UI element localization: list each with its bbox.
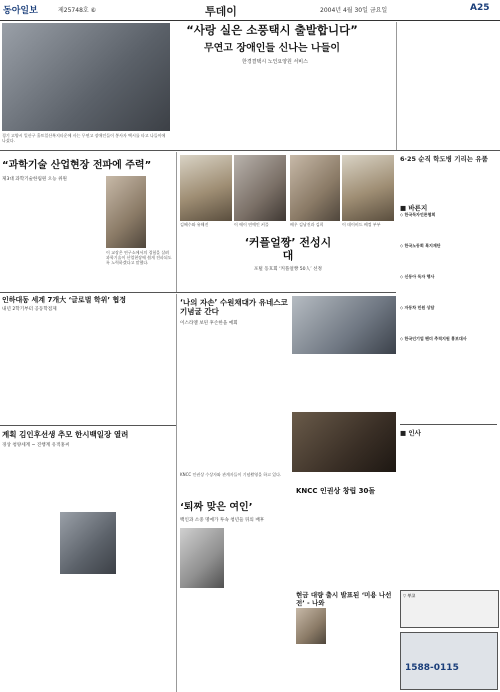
issue-number: 제25748호 ⑥ bbox=[58, 7, 96, 14]
sidebar-item: ◇ 신동아 독자 행사 bbox=[400, 274, 435, 279]
hunger-headline: ‘퇴짜 맞은 여인’ bbox=[180, 502, 253, 513]
inha-body-col1 bbox=[2, 314, 58, 422]
issue-date: 2004년 4월 30일 금요일 bbox=[320, 7, 388, 14]
seoul-body-col4 bbox=[118, 450, 174, 688]
page-number: A25 bbox=[470, 3, 490, 13]
sidebar-item-text bbox=[400, 341, 497, 367]
couple-body-col2 bbox=[240, 274, 336, 290]
science-subhead: 제3대 과학기술한림원 오능 위원 bbox=[2, 177, 67, 182]
top-story-body-col4 bbox=[340, 24, 392, 148]
sidebar-item: ◇ 한국인기업 팬더 추적지원 홍보대사 bbox=[400, 336, 467, 341]
bottom-body-col1 bbox=[328, 608, 396, 644]
sidebar-item-text bbox=[400, 310, 497, 336]
kncc-body-col2 bbox=[346, 498, 396, 588]
sidebar-item-text bbox=[400, 279, 497, 305]
couple-photo-2 bbox=[234, 155, 286, 221]
couple-photo-3 bbox=[290, 155, 340, 221]
science-portrait bbox=[106, 176, 146, 248]
section-title: 투데이 bbox=[205, 5, 237, 18]
hunger-body-col3 bbox=[236, 592, 290, 688]
couple-photo-caption: 이 에이 연예인 커플 bbox=[234, 222, 269, 227]
newspaper-logo: 동아일보 bbox=[3, 6, 38, 16]
bottom-body-col2 bbox=[296, 646, 396, 688]
science-caption: 이 교장은 연구소에서의 경험을 살려 과학기술이 산업현장에 쉽게 전파되도록 노력하겠다고 말했다. bbox=[106, 250, 172, 265]
kncc-photo-caption: KNCC 인권상 수상자와 관계자들이 기념촬영을 하고 있다. bbox=[180, 472, 282, 477]
science-body-col2 bbox=[56, 184, 104, 276]
top-story-byline: 한경결택시 노인요양원 서비스 bbox=[242, 59, 308, 65]
couple-photo-caption: 이 데이비드 베컴 부부 bbox=[342, 222, 381, 227]
section-rule bbox=[0, 425, 176, 426]
top-story-photo bbox=[2, 23, 170, 131]
inha-body-col3 bbox=[118, 296, 172, 422]
seoul-headline: 계획 김인후선생 추모 한시백일장 열려 bbox=[2, 430, 129, 439]
ad-phone-number: 1588-0115 bbox=[405, 663, 459, 673]
column-divider bbox=[396, 22, 397, 150]
science-headline: “과학기술 산업현장 전파에 주력” bbox=[2, 160, 152, 171]
couple-subhead: 포털 동호회 ‘커플얼짱 50人’ 선정 bbox=[253, 267, 322, 272]
couple-body-col1 bbox=[180, 230, 234, 290]
top-story-body-col3 bbox=[284, 70, 336, 148]
sidebar-intro bbox=[400, 164, 497, 200]
inha-body-col2 bbox=[60, 314, 116, 422]
kncc-headline: KNCC 인권상 창립 30돌 bbox=[296, 487, 376, 495]
gala-subhead: 이스라엘 보된 후손한을 예회 bbox=[180, 321, 238, 326]
section-rule bbox=[0, 292, 396, 293]
kncc-body-col1 bbox=[296, 498, 344, 588]
bottom-photo bbox=[296, 608, 326, 644]
hunger-subhead: 백인과 소중 명예가 투속 청년들 뒤의 배후 bbox=[180, 518, 265, 523]
couple-photo-caption: 김혜수와 유해진 bbox=[180, 222, 209, 227]
couple-photo-1 bbox=[180, 155, 232, 221]
seoul-body-col1 bbox=[2, 450, 58, 688]
inha-subhead: 내년 2학기부터 공동학점제 bbox=[2, 307, 57, 312]
gala-body-col2 bbox=[236, 330, 290, 410]
advertisement[interactable] bbox=[400, 632, 498, 690]
seoul-photo bbox=[60, 512, 116, 574]
sidebar-items bbox=[400, 212, 497, 412]
hunger-body-col1 bbox=[226, 528, 290, 588]
top-story-headline: “사랑 실은 소풍택시 출발합니다” bbox=[186, 23, 358, 37]
kncc-photo bbox=[292, 412, 396, 472]
gala-body-col4 bbox=[180, 412, 290, 470]
column-divider bbox=[176, 152, 177, 292]
section-rule bbox=[0, 150, 500, 151]
top-story-subhead: 무연고 장애인들 신나는 나들이 bbox=[203, 43, 341, 54]
gala-body-col3 bbox=[292, 356, 396, 410]
seoul-body-col3 bbox=[60, 578, 116, 688]
sidebar-rule bbox=[400, 424, 497, 425]
couple-photo-caption: 배우 김남진과 김희 bbox=[290, 222, 324, 227]
inha-headline: 인하대동 세계 7개大 ‘글로벌 학위’ 협정 bbox=[2, 296, 127, 304]
sidebar-column-head: ■ 바른지 bbox=[400, 204, 428, 212]
seoul-subhead: 경상 청양세계 ~ 진행계 유적홍씨 bbox=[2, 443, 70, 448]
gala-photo-small bbox=[292, 296, 396, 354]
hunger-photo bbox=[180, 528, 224, 588]
gala-body-col1 bbox=[180, 330, 234, 410]
hunger-body-col2 bbox=[180, 592, 234, 688]
sidebar-item: ◇ 한국독자언론협회 bbox=[400, 212, 436, 217]
sidebar-item: ◇ 한국노동회 복지재단 bbox=[400, 243, 441, 248]
top-story-body-col1 bbox=[172, 70, 224, 148]
obituary-box bbox=[400, 590, 499, 628]
couple-headline: ‘커플얼짱’ 전성시대 bbox=[244, 236, 332, 263]
gala-headline: ‘나의 자손’ 수원채대가 유네스코 기념굴 간다 bbox=[180, 298, 288, 316]
seoul-body-col2 bbox=[60, 450, 116, 510]
couple-photo-4 bbox=[342, 155, 394, 221]
sidebar-item: ◇ 자동차 민원 상담 bbox=[400, 305, 435, 310]
obituary-heading: ■ 인사 bbox=[400, 429, 421, 437]
bottom-headline: 현금 대량 출시 발표된 ‘미용 나선 전’ - 나와 bbox=[296, 591, 392, 607]
sidebar-item-text bbox=[400, 248, 497, 274]
sidebar-heading: 6·25 순직 학도병 기리는 유품 bbox=[400, 155, 488, 163]
top-story-body-col2 bbox=[228, 70, 280, 148]
science-body-col3 bbox=[148, 176, 172, 248]
obituary-box-label: ▽ 부고 bbox=[403, 593, 416, 598]
column-divider bbox=[176, 294, 177, 692]
right-top-body bbox=[400, 24, 497, 152]
science-body-col1 bbox=[2, 184, 54, 276]
sidebar-item-text bbox=[400, 217, 497, 243]
couple-body-col3 bbox=[340, 230, 394, 290]
top-story-caption: 경기 고양시 일산구 홀트일산복지타운에 사는 무연고 장애인들이 봉사자 택시를 타고 나들이에 나섰다. bbox=[2, 133, 166, 143]
